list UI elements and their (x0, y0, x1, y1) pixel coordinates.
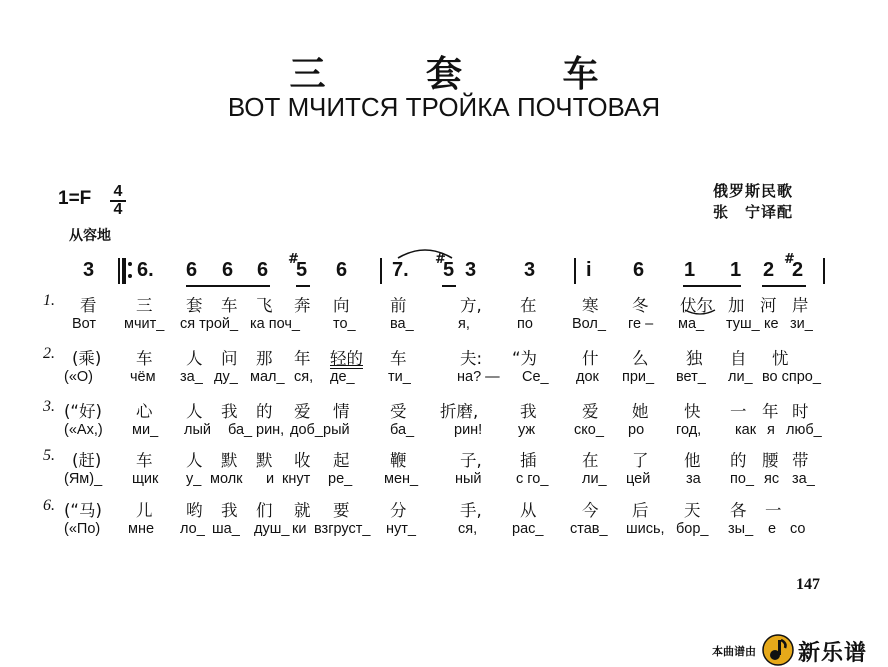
lyric-russian: доб_ (290, 422, 323, 438)
lyric-chinese: 受 (390, 402, 407, 421)
lyric-russian: рас_ (512, 521, 544, 537)
tie-arc (683, 308, 717, 318)
lyric-russian: ша_ (212, 521, 240, 537)
lyric-russian: Вот (72, 316, 97, 332)
lyric-russian: я (767, 422, 775, 438)
lyric-russian: ли_ (582, 471, 607, 487)
beam-underline (762, 285, 806, 287)
sharp-sign: # (435, 252, 446, 267)
repeat-barline-thin (118, 258, 120, 284)
lyric-russian: щик (132, 471, 159, 487)
time-signature-bottom: 4 (113, 200, 123, 218)
note: 6 (222, 259, 234, 281)
lyric-chinese: 河 (760, 296, 777, 315)
lyric-russian: ки (292, 521, 307, 537)
lyric-russian: ке (764, 316, 779, 332)
lyric-russian: цей (626, 471, 651, 487)
lyric-russian: ско_ (574, 422, 604, 438)
lyric-russian: Вол_ (572, 316, 606, 332)
lyric-russian: ма_ (678, 316, 705, 332)
lyric-russian: ге – (628, 316, 654, 332)
lyric-russian: люб_ (786, 422, 822, 438)
lyric-chinese: 奔 (294, 296, 311, 315)
lyric-chinese: 什 (582, 349, 599, 368)
lyric-russian: ми_ (132, 422, 159, 438)
lyric-chinese: 的 (256, 402, 273, 421)
note: 5 (296, 259, 308, 281)
lyric-chinese: 时 (792, 402, 809, 421)
lyric-chinese: 了 (632, 451, 649, 470)
credit-origin: 俄罗斯民歌 (713, 182, 794, 200)
lyric-chinese: 年 (762, 402, 779, 421)
lyric-chinese: 快 (684, 402, 701, 421)
lyric-chinese: 车 (221, 296, 238, 315)
lyric-chinese: 收 (294, 451, 311, 470)
lyric-russian: за_ (180, 369, 203, 385)
lyric-russian: за_ (792, 471, 815, 487)
lyric-chinese: 他 (684, 451, 701, 470)
lyric-russian: ва_ (390, 316, 414, 332)
lyric-russian: е (768, 521, 777, 537)
lyric-russian: док (576, 369, 599, 385)
barline (380, 258, 382, 284)
lyric-russian: ба_ (228, 422, 253, 438)
lyric-russian: молк (210, 471, 243, 487)
sharp-sign: # (784, 252, 795, 267)
lyric-chinese: 们 (256, 501, 273, 520)
lyric-chinese: 在 (520, 296, 537, 315)
lyric-chinese: 飞 (256, 296, 273, 315)
lyric-russian: ся трой_ (180, 316, 239, 332)
note: 6 (336, 259, 348, 281)
verse-number: 6. (43, 497, 55, 514)
lyric-chinese: 我 (221, 501, 238, 520)
lyric-russian: у_ (186, 471, 202, 487)
lyric-russian: вет_ (676, 369, 706, 385)
lyric-russian: и (266, 471, 275, 487)
beam-underline (683, 285, 741, 287)
lyric-russian: ти_ (388, 369, 411, 385)
lyric-chinese: 我 (520, 402, 537, 421)
verse-number: 5. (43, 447, 55, 464)
beam-underline (186, 285, 270, 287)
lyric-chinese: 哟 (186, 501, 203, 520)
lyric-chinese: 轻的 (330, 349, 363, 368)
lyric-chinese: 从 (520, 501, 537, 520)
lyric-chinese: 折磨, (440, 402, 479, 421)
lyric-chinese: 默 (256, 451, 273, 470)
lyric-chinese: 前 (390, 296, 407, 315)
lyric-chinese: 年 (294, 349, 311, 368)
lyric-chinese: 就 (294, 501, 311, 520)
verse-number: 1. (43, 292, 55, 309)
lyric-chinese: (“马) (64, 501, 102, 520)
lyric-russian: мне (128, 521, 155, 537)
note: 5 (443, 259, 455, 281)
watermark-site-name: 新乐谱 (798, 641, 868, 666)
credit-translator: 张 宁译配 (713, 203, 794, 221)
lyric-russian: с го_ (516, 471, 549, 487)
lyric-russian: лый (184, 422, 211, 438)
lyric-russian: бор_ (676, 521, 709, 537)
lyric-chinese: 插 (520, 451, 537, 470)
lyric-russian: мал_ (250, 369, 285, 385)
verse-number: 3. (43, 398, 55, 415)
lyric-chinese: 伏尔 (680, 296, 713, 315)
lyric-chinese: 冬 (632, 296, 649, 315)
song-title-russian: ВОТ МЧИТСЯ ТРОЙКА ПОЧТОВАЯ (227, 92, 661, 122)
page-number: 147 (796, 576, 820, 593)
lyric-chinese: 手, (460, 501, 482, 520)
lyric-russian: уж (518, 422, 536, 438)
lyric-chinese: 起 (333, 451, 350, 470)
lyric-russian: ло_ (180, 521, 205, 537)
lyric-chinese: 么 (632, 349, 649, 368)
beam-underline (442, 285, 456, 287)
lyric-chinese: 情 (333, 402, 350, 421)
lyric-chinese: 套 (186, 296, 203, 315)
note: 1 (684, 259, 696, 281)
repeat-barline-thick (122, 258, 126, 284)
lyric-russian: на? — (457, 369, 500, 385)
lyric-chinese: 方, (460, 296, 482, 315)
lyric-russian: ся, (294, 369, 314, 385)
lyric-russian: то_ (333, 316, 356, 332)
lyric-chinese: 那 (256, 349, 273, 368)
lyric-russian: кнут (282, 471, 311, 487)
lyric-russian: при_ (622, 369, 655, 385)
lyric-chinese: 一 (730, 402, 747, 421)
lyric-chinese: 岸 (792, 296, 809, 315)
lyric-russian: («Ах,) (64, 422, 103, 438)
lyric-russian: ли_ (728, 369, 753, 385)
lyric-russian: ду_ (214, 369, 238, 385)
barline (574, 258, 576, 284)
lyric-russian: год, (676, 422, 702, 438)
lyric-chinese: 带 (792, 451, 809, 470)
note: 3 (524, 259, 536, 281)
lyric-russian: рин, (256, 422, 285, 438)
lyric-chinese: 人 (186, 402, 203, 421)
lyric-chinese: 我 (221, 402, 238, 421)
lyric-chinese: 各 (730, 501, 747, 520)
note: 2 (792, 259, 804, 281)
lyric-chinese: 问 (221, 349, 238, 368)
lyric-chinese: 车 (136, 451, 153, 470)
lyric-chinese: 在 (582, 451, 599, 470)
note: 6 (257, 259, 269, 281)
lyric-russian: по (517, 316, 533, 332)
lyric-chinese: 自 (730, 349, 747, 368)
repeat-dot (128, 262, 132, 266)
beam-underline (296, 285, 310, 287)
lyric-chinese: 天 (684, 501, 701, 520)
lyric-chinese: 寒 (582, 296, 599, 315)
time-signature (110, 184, 126, 218)
note: 2 (763, 259, 775, 281)
lyric-chinese: 加 (728, 296, 745, 315)
watermark-prefix: 本曲谱由 (712, 645, 756, 658)
note: i (586, 259, 592, 281)
lyric-chinese: 三 (136, 296, 153, 315)
lyric-chinese: 车 (390, 349, 407, 368)
lyric-russian: во спро_ (762, 369, 821, 385)
lyric-chinese: 鞭 (390, 451, 407, 470)
note: 1 (730, 259, 742, 281)
lyric-russian: де_ (330, 369, 355, 385)
lyric-chinese: 子, (460, 451, 482, 470)
lyric-russian: («По) (64, 521, 101, 537)
lyric-russian: став_ (570, 521, 608, 537)
lyric-russian: я, (458, 316, 470, 332)
lyric-russian: зы_ (728, 521, 754, 537)
lyric-chinese: 向 (333, 296, 350, 315)
lyric-russian: мчит_ (124, 316, 165, 332)
lyric-chinese: 要 (333, 501, 350, 520)
music-note-icon (762, 634, 794, 666)
song-title-chinese: 三 套 车 (289, 54, 643, 95)
tempo-marking: 从容地 (69, 228, 111, 244)
lyric-chinese: 夫: (460, 349, 483, 368)
note: 6 (186, 259, 198, 281)
time-signature-top: 4 (113, 183, 123, 200)
lyric-russian: ба_ (390, 422, 415, 438)
lyric-chinese: 忧 (772, 349, 789, 368)
lyric-chinese: 分 (390, 501, 407, 520)
lyric-chinese: 她 (632, 402, 649, 421)
lyric-russian: взгруст_ (314, 521, 371, 537)
lyric-russian: туш_ (726, 316, 760, 332)
note: 3 (465, 259, 477, 281)
lyric-russian: как (735, 422, 757, 438)
lyric-russian: за (686, 471, 701, 487)
lyric-russian: ро (628, 422, 645, 438)
lyric-russian: шись, (626, 521, 665, 537)
lyric-chinese: 人 (186, 451, 203, 470)
lyric-chinese: 的 (730, 451, 747, 470)
lyric-russian: Се_ (522, 369, 549, 385)
lyric-chinese: 心 (136, 402, 153, 421)
slur-arc (394, 244, 456, 260)
lyric-russian: ся, (458, 521, 478, 537)
repeat-dot (128, 274, 132, 278)
lyric-russian: душ_ (254, 521, 290, 537)
lyric-russian: со (790, 521, 806, 537)
lyric-chinese: 腰 (762, 451, 779, 470)
lyric-russian: нут_ (386, 521, 416, 537)
lyric-chinese: (赶) (72, 451, 102, 470)
lyric-russian: яс (764, 471, 780, 487)
lyric-russian: («О) (64, 369, 93, 385)
lyric-russian: рый (323, 422, 350, 438)
verse-number: 2. (43, 345, 55, 362)
lyric-chinese: 一 (765, 501, 782, 520)
lyric-chinese: 独 (686, 349, 703, 368)
barline (823, 258, 825, 284)
lyric-chinese: 人 (186, 349, 203, 368)
lyric-russian: рин! (454, 422, 483, 438)
lyric-russian: ре_ (328, 471, 353, 487)
key-signature: 1=F (58, 188, 92, 209)
lyric-chinese: 儿 (136, 501, 153, 520)
lyric-chinese: 爱 (294, 402, 311, 421)
lyric-russian: зи_ (790, 316, 813, 332)
lyric-chinese: (“好) (64, 402, 102, 421)
lyric-chinese: 默 (221, 451, 238, 470)
lyric-russian: мен_ (384, 471, 419, 487)
note: 6 (633, 259, 645, 281)
lyric-chinese: 爱 (582, 402, 599, 421)
lyric-russian: ный (455, 471, 482, 487)
lyric-chinese: 车 (136, 349, 153, 368)
lyric-chinese: 今 (582, 501, 599, 520)
note: 3 (83, 259, 95, 281)
lyric-russian: по_ (730, 471, 754, 487)
lyric-russian: чём (130, 369, 156, 385)
lyric-russian: (Ям)_ (64, 471, 103, 487)
lyric-russian: ка поч_ (250, 316, 300, 332)
note: 6. (137, 259, 154, 281)
note: 7. (392, 259, 409, 281)
lyric-chinese: 后 (632, 501, 649, 520)
lyric-chinese: (乘) (72, 349, 102, 368)
lyric-chinese: “为 (512, 349, 538, 368)
sharp-sign: # (288, 252, 299, 267)
lyric-chinese: 看 (80, 296, 97, 315)
